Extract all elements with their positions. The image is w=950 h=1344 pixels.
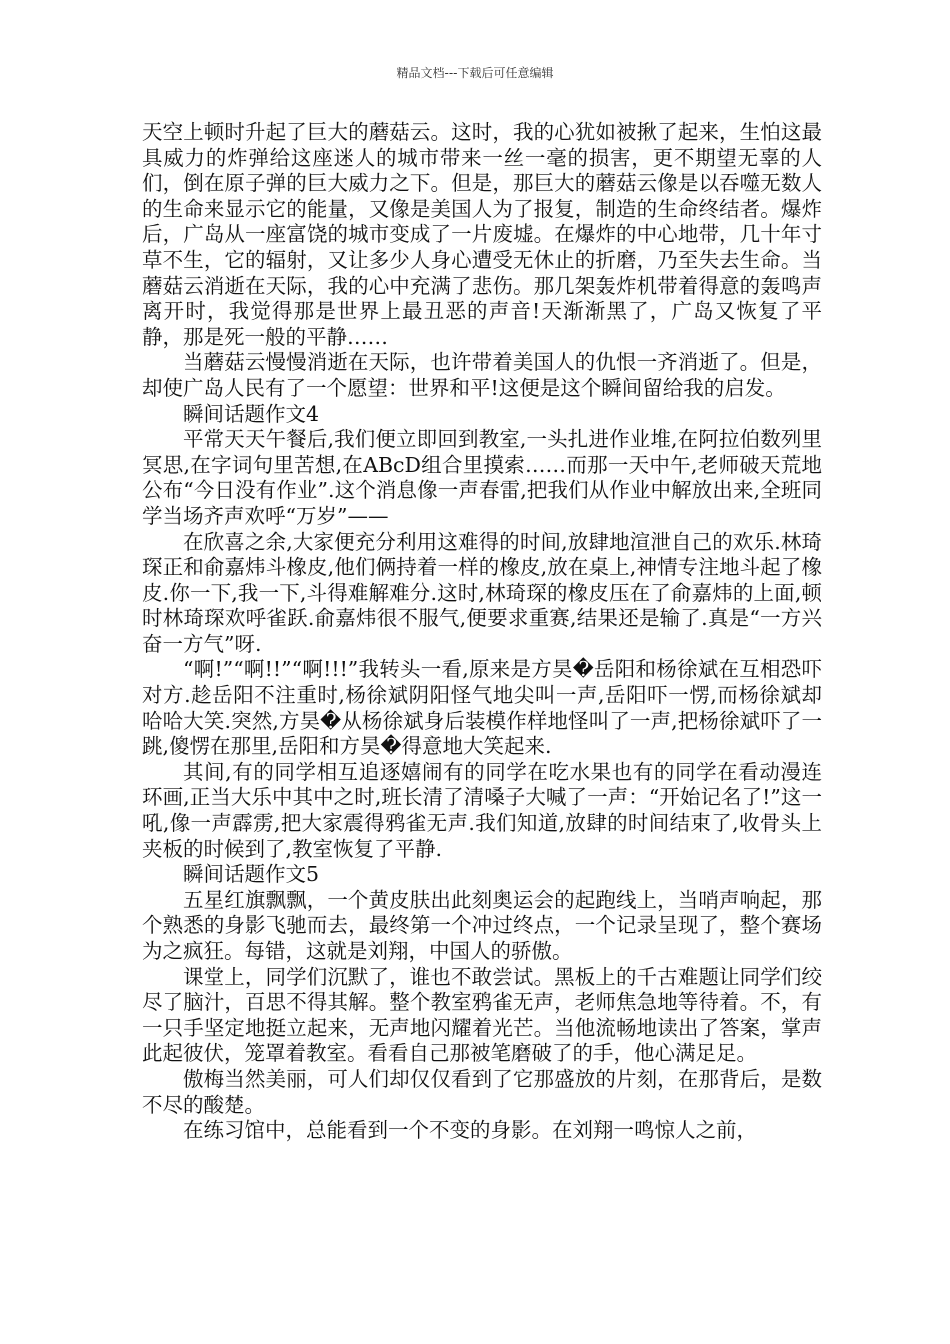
page-header: 精品文档---下载后可任意编辑 (396, 66, 554, 80)
paragraph-6: 其间,有的同学相互追逐嬉闹有的同学在吃水果也有的同学在看动漫连环画,正当大乐中其中之时,班长清了清嗓子大喊了一声：“开始记名了!”这一吼,像一声霹雳,把大家震得鸦雀无声.我们知道,放肆的时间结束了,收骨头上夹板的时候到了,教室恢复了平静. (142, 759, 822, 861)
paragraph-7: 五星红旗飘飘，一个黄皮肤出此刻奥运会的起跑线上，当哨声响起，那个熟悉的身影飞驰而去，最终第一个冲过终点，一个记录呈现了，整个赛场为之疯狂。每错，这就是刘翔，中国人的骄傲。 (142, 887, 822, 963)
section-heading-4: 瞬间话题作文4 (183, 401, 320, 426)
paragraph-10: 在练习馆中，总能看到一个不变的身影。在刘翔一鸣惊人之前， (183, 1118, 757, 1143)
paragraph-4: 在欣喜之余,大家便充分利用这难得的时间,放肆地渲泄自己的欢乐.林琦琛正和俞嘉炜斗橡皮,他们俩持着一样的橡皮,放在桌上,神情专注地斗起了橡皮.你一下,我一下,斗得难解难分.这时,林琦琛的橡皮压在了俞嘉炜的上面,顿时林琦琛欢呼雀跃.俞嘉炜很不服气,便要求重赛,结果还是输了.真是“一方兴奋一方气”呀. (142, 529, 822, 656)
paragraph-5: “啊!”“啊!!”“啊!!!”我转头一看,原来是方昊�岳阳和杨徐斌在互相恐吓对方.趁岳阳不注重时,杨徐斌阴阳怪气地尖叫一声,岳阳吓一愣,而杨徐斌却哈哈大笑.突然,方昊�从杨徐斌身后装模作样地怪叫了一声,把杨徐斌吓了一跳,傻愣在那里,岳阳和方昊�得意地大笑起来. (142, 657, 822, 759)
paragraph-1: 天空上顿时升起了巨大的蘑菇云。这时，我的心犹如被揪了起来，生怕这最具威力的炸弹给这座迷人的城市带来一丝一毫的损害，更不期望无辜的人们，倒在原子弹的巨大威力之下。但是，那巨大的蘑菇云像是以吞噬无数人的生命来显示它的能量，又像是美国人为了报复，制造的生命终结者。爆炸后，广岛从一座富饶的城市变成了一片废墟。在爆炸的中心地带，几十年寸草不生，它的辐射，又让多少人身心遭受无休止的折磨，乃至失去生命。当蘑菇云消逝在天际，我的心中充满了悲伤。那几架轰炸机带着得意的轰鸣声离开时，我觉得那是世界上最丑恶的声音!天渐渐黑了，广岛又恢复了平静，那是死一般的平静…… (142, 120, 822, 349)
paragraph-3: 平常天天午餐后,我们便立即回到教室,一头扎进作业堆,在阿拉伯数列里冥思,在字词句里苦想,在ABcD组合里摸索……而那一天中午,老师破天荒地公布“今日没有作业”.这个消息像一声春雷,把我们从作业中解放出来,全班同学当场齐声欢呼“万岁”—— (142, 427, 822, 528)
document-body (142, 120, 822, 1144)
paragraph-9: 傲梅当然美丽，可人们却仅仅看到了它那盛放的片刻，在那背后，是数不尽的酸楚。 (142, 1066, 822, 1117)
paragraph-2: 当蘑菇云慢慢消逝在天际，也许带着美国人的仇恨一齐消逝了。但是，却使广岛人民有了一个愿望：世界和平!这便是这个瞬间留给我的启发。 (142, 350, 822, 400)
paragraph-8: 课堂上，同学们沉默了，谁也不敢尝试。黑板上的千古难题让同学们绞尽了脑汁，百思不得其解。整个教室鸦雀无声，老师焦急地等待着。不，有一只手坚定地挺立起来，无声地闪耀着光芒。当他流畅地读出了答案，掌声此起彼伏，笼罩着教室。看看自己那被笔磨破了的手，他心满足足。 (142, 964, 822, 1066)
section-heading-5: 瞬间话题作文5 (183, 862, 320, 887)
